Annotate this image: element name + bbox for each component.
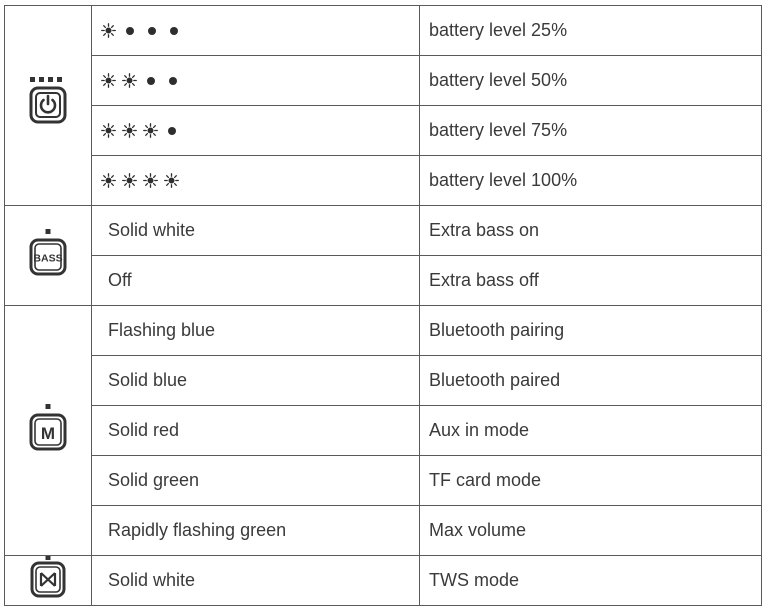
led-lit-icon bbox=[101, 123, 116, 138]
battery-indicator-cell bbox=[92, 56, 420, 106]
led-off-icon bbox=[170, 27, 178, 35]
bass-icon-cell bbox=[5, 206, 92, 306]
meaning-cell: Bluetooth paired bbox=[420, 356, 762, 406]
battery-dots bbox=[92, 171, 419, 191]
table-row bbox=[5, 56, 762, 106]
battery-indicator-cell bbox=[92, 6, 420, 56]
state-cell: Solid green bbox=[92, 456, 420, 506]
battery-dots bbox=[92, 71, 419, 91]
table-row bbox=[5, 156, 762, 206]
table-row bbox=[5, 6, 762, 56]
meaning-cell: battery level 75% bbox=[420, 106, 762, 156]
meaning-cell: Max volume bbox=[420, 506, 762, 556]
state-cell: Rapidly flashing green bbox=[92, 506, 420, 556]
led-lit-icon bbox=[101, 173, 116, 188]
table-row bbox=[5, 306, 762, 356]
table-row bbox=[5, 206, 762, 256]
bass-icon bbox=[28, 227, 68, 279]
meaning-cell: Aux in mode bbox=[420, 406, 762, 456]
led-lit-icon bbox=[122, 73, 137, 88]
meaning-cell: Extra bass on bbox=[420, 206, 762, 256]
led-off-icon bbox=[169, 77, 177, 85]
led-lit-icon bbox=[164, 173, 179, 188]
battery-indicator-cell bbox=[92, 106, 420, 156]
power-icon-cell bbox=[5, 6, 92, 206]
state-cell: Solid white bbox=[92, 556, 420, 606]
power-icon bbox=[28, 77, 68, 129]
battery-dots bbox=[92, 21, 419, 41]
meaning-cell: Bluetooth pairing bbox=[420, 306, 762, 356]
meaning-cell: battery level 50% bbox=[420, 56, 762, 106]
mode-icon-cell bbox=[5, 306, 92, 556]
meaning-cell: battery level 25% bbox=[420, 6, 762, 56]
table-row bbox=[5, 106, 762, 156]
led-lit-icon bbox=[122, 123, 137, 138]
state-cell: Solid white bbox=[92, 206, 420, 256]
tws-icon bbox=[28, 556, 68, 600]
led-lit-icon bbox=[101, 23, 116, 38]
state-cell: Off bbox=[92, 256, 420, 306]
battery-dots bbox=[92, 121, 419, 141]
table-row bbox=[5, 556, 762, 606]
bass-icon-text: BASS bbox=[33, 252, 63, 265]
mode-icon-text: M bbox=[40, 424, 56, 443]
led-off-icon bbox=[168, 127, 176, 135]
table-row bbox=[5, 506, 762, 556]
led-off-icon bbox=[126, 27, 134, 35]
table-row bbox=[5, 356, 762, 406]
tws-icon-cell bbox=[5, 556, 92, 606]
led-off-icon bbox=[148, 27, 156, 35]
led-lit-icon bbox=[143, 123, 158, 138]
state-cell: Solid red bbox=[92, 406, 420, 456]
table-row bbox=[5, 256, 762, 306]
led-lit-icon bbox=[122, 173, 137, 188]
meaning-cell: battery level 100% bbox=[420, 156, 762, 206]
table-row bbox=[5, 406, 762, 456]
led-lit-icon bbox=[101, 73, 116, 88]
meaning-cell: Extra bass off bbox=[420, 256, 762, 306]
table-row bbox=[5, 456, 762, 506]
state-cell: Flashing blue bbox=[92, 306, 420, 356]
state-cell: Solid blue bbox=[92, 356, 420, 406]
battery-indicator-cell bbox=[92, 156, 420, 206]
mode-m-icon bbox=[28, 402, 68, 454]
led-indicator-table bbox=[4, 5, 762, 606]
led-lit-icon bbox=[143, 173, 158, 188]
meaning-cell: TWS mode bbox=[420, 556, 762, 606]
led-off-icon bbox=[147, 77, 155, 85]
meaning-cell: TF card mode bbox=[420, 456, 762, 506]
